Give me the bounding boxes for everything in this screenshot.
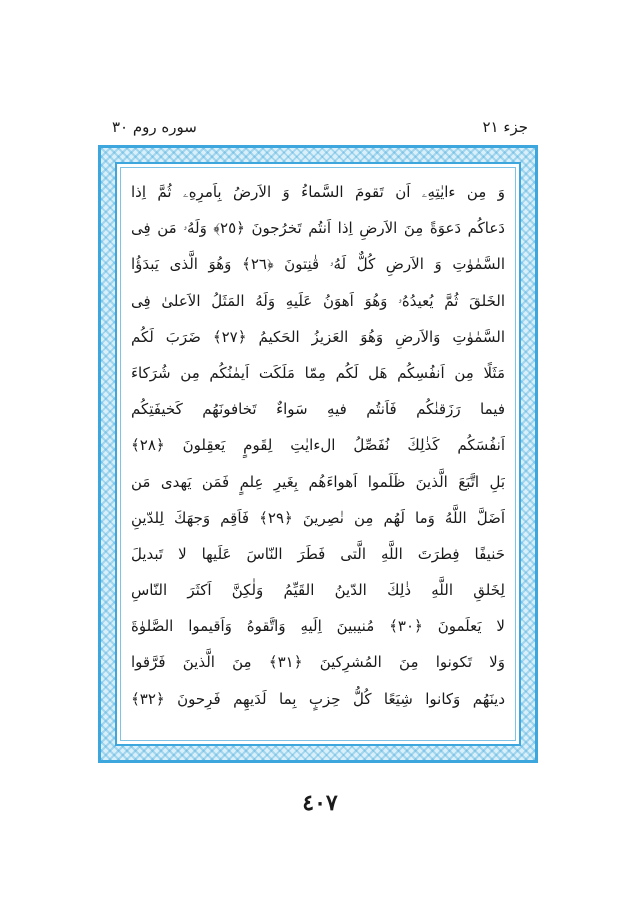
verse-line-13: لا يَعلَمونَ ﴿٣٠﴾ مُنيبينَ اِلَيهِ وَاتَّقوهُ وَاَقيموا الصَّلوٰةَ — [131, 617, 505, 636]
verse-line-6: مَثَلًا مِن اَنفُسِكُم هَل لَكُم مِمّا مَلَكَت اَيمٰنُكُم مِن شُرَكاءَ — [131, 363, 505, 382]
verse-line-1: وَ مِن ءايٰتِهِۦ اَن تَقومَ السَّماءُ وَ الاَرضُ بِاَمرِهِۦ ثُمَّ اِذا — [131, 183, 505, 201]
verse-line-9: بَلِ اتَّبَعَ الَّذينَ ظَلَموا اَهواءَهُم بِغَيرِ عِلمٍ فَمَن يَهدى مَن — [131, 472, 505, 491]
ornamental-border-frame — [98, 145, 538, 763]
verse-line-8: اَنفُسَكُم كَذٰلِكَ نُفَصِّلُ الءايٰتِ لِقَومٍ يَعقِلونَ ﴿٢٨﴾ — [131, 436, 505, 455]
verse-line-2: دَعاكُم دَعوَةً مِنَ الاَرضِ اِذا اَنتُم تَخرُجونَ ﴿٢٥﴾ وَلَهُۥ مَن فِى — [131, 219, 505, 238]
verse-line-11: حَنيفًا فِطرَتَ اللَّهِ الَّتى فَطَرَ النّاسَ عَلَيها لا تَبديلَ — [131, 544, 505, 563]
juz-label: جزء ٢١ — [482, 118, 528, 136]
page-number: ٤٠٧ — [302, 790, 338, 816]
verse-line-14: وَلا تَكونوا مِنَ المُشرِكينَ ﴿٣١﴾ مِنَ الَّذينَ فَرَّقوا — [131, 653, 505, 672]
verse-line-4: الخَلقَ ثُمَّ يُعيدُهُۥ وَهُوَ اَهوَنُ عَلَيهِ وَلَهُ المَثَلُ الاَعلىٰ فِى — [131, 291, 505, 310]
verse-line-7: فيما رَزَقنٰكُم فَاَنتُم فيهِ سَواءٌ تَخافونَهُم كَخيفَتِكُم — [131, 400, 505, 419]
text-panel — [115, 162, 521, 746]
surah-label: سوره روم ٣٠ — [112, 118, 197, 136]
verse-text-block — [131, 174, 505, 734]
page-header — [112, 118, 528, 144]
verse-line-5: السَّمٰوٰتِ وَالاَرضِ وَهُوَ العَزيزُ الحَكيمُ ﴿٢٧﴾ ضَرَبَ لَكُم — [131, 327, 505, 346]
verse-line-10: اَضَلَّ اللَّهُ وَما لَهُم مِن نٰصِرينَ ﴿٢٩﴾ فَاَقِم وَجهَكَ لِلدّينِ — [131, 508, 505, 527]
verse-line-12: لِخَلقِ اللَّهِ ذٰلِكَ الدّينُ القَيِّمُ وَلٰكِنَّ اَكثَرَ النّاسِ — [131, 581, 505, 600]
verse-line-3: السَّمٰوٰتِ وَ الاَرضِ كُلٌّ لَهُۥ قٰنِتونَ ﴿٢٦﴾ وَهُوَ الَّذى يَبدَؤُا — [131, 255, 505, 274]
verse-line-15: دينَهُم وَكانوا شِيَعًا كُلُّ حِزبٍ بِما لَدَيهِم فَرِحونَ ﴿٣٢﴾ — [131, 689, 505, 708]
